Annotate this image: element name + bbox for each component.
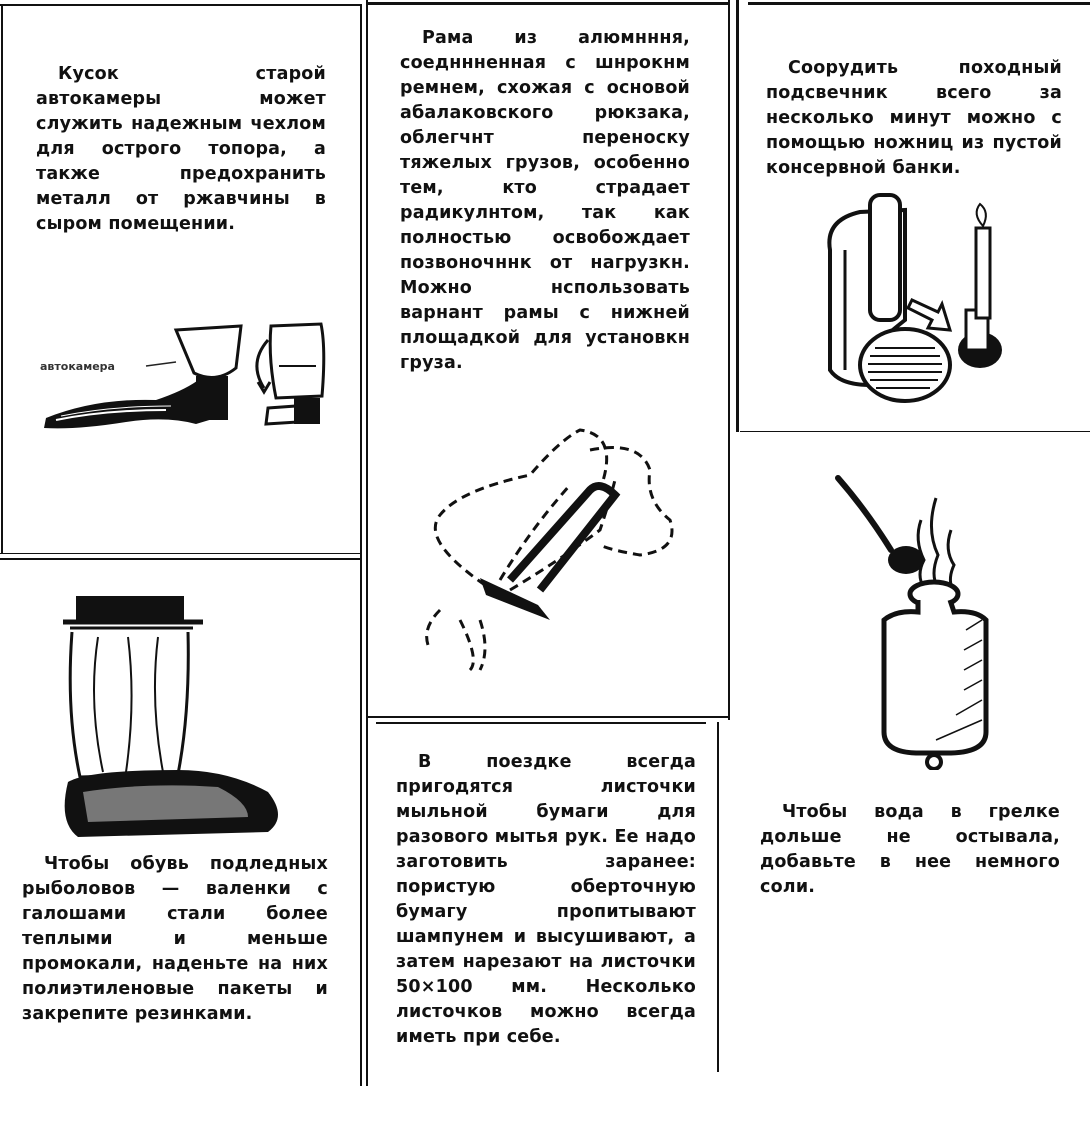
divider [360, 4, 362, 1086]
axe-cover-icon [36, 318, 336, 448]
divider [0, 553, 362, 554]
tip-soap-text: В поездке всегда пригодятся листочки мыльной бумаги для разового мытья рук. Ее надо заготовить заранее: пористую оберточную бумагу пропитывают шампунем и высушивают, а затем нарезают на листочки 50×100 мм. Несколько листочков можно всегда иметь при себе. [396, 752, 696, 1047]
tip-hotwater-text: Чтобы вода в грелке дольше не остывала, добавьте в нее немного соли. [760, 802, 1060, 897]
divider [376, 722, 706, 724]
tip-candle-text: Соорудить походный подсвечник всего за несколько минут можно с помощью ножниц из пустой консервной банки. [766, 58, 1062, 178]
divider [748, 2, 1090, 5]
axe-callout-label: автокамера [40, 360, 115, 373]
divider [366, 716, 728, 718]
tip-axe-text: Кусок старой автокамеры может служить надежным чехлом для острого топора, а также предохранить металл от ржавчины в сыром помещении. [36, 64, 326, 234]
backpack-frame-icon [400, 420, 710, 680]
divider [728, 0, 730, 720]
felt-boot-icon [58, 592, 288, 847]
tip-frame-text: Рама из алюмнння, соедннненная с шнрокнм ремнем, схожая с основой абалаковского рюкзака, облегчнт переноску тяжелых грузов, особенно тем, кто страдает радикулнтом, так как полностью освобождает позвоночннк от нагрузкн. Можно нспользовать варнант рамы с нижней площадкой для установкн груза. [400, 28, 690, 373]
divider [368, 2, 728, 5]
divider [740, 431, 1090, 432]
hot-water-bottle-icon [826, 470, 996, 770]
candle-holder-icon [810, 190, 1040, 415]
divider [366, 0, 368, 1086]
divider [1, 4, 3, 554]
tip-boots-text: Чтобы обувь подледных рыболовов — валенки с галошами стали более теплыми и меньше промокали, наденьте на них полиэтиленовые пакеты и закрепите резинками. [22, 854, 328, 1024]
divider [736, 0, 739, 432]
divider [0, 4, 362, 6]
divider [717, 722, 719, 1072]
divider [0, 558, 362, 560]
